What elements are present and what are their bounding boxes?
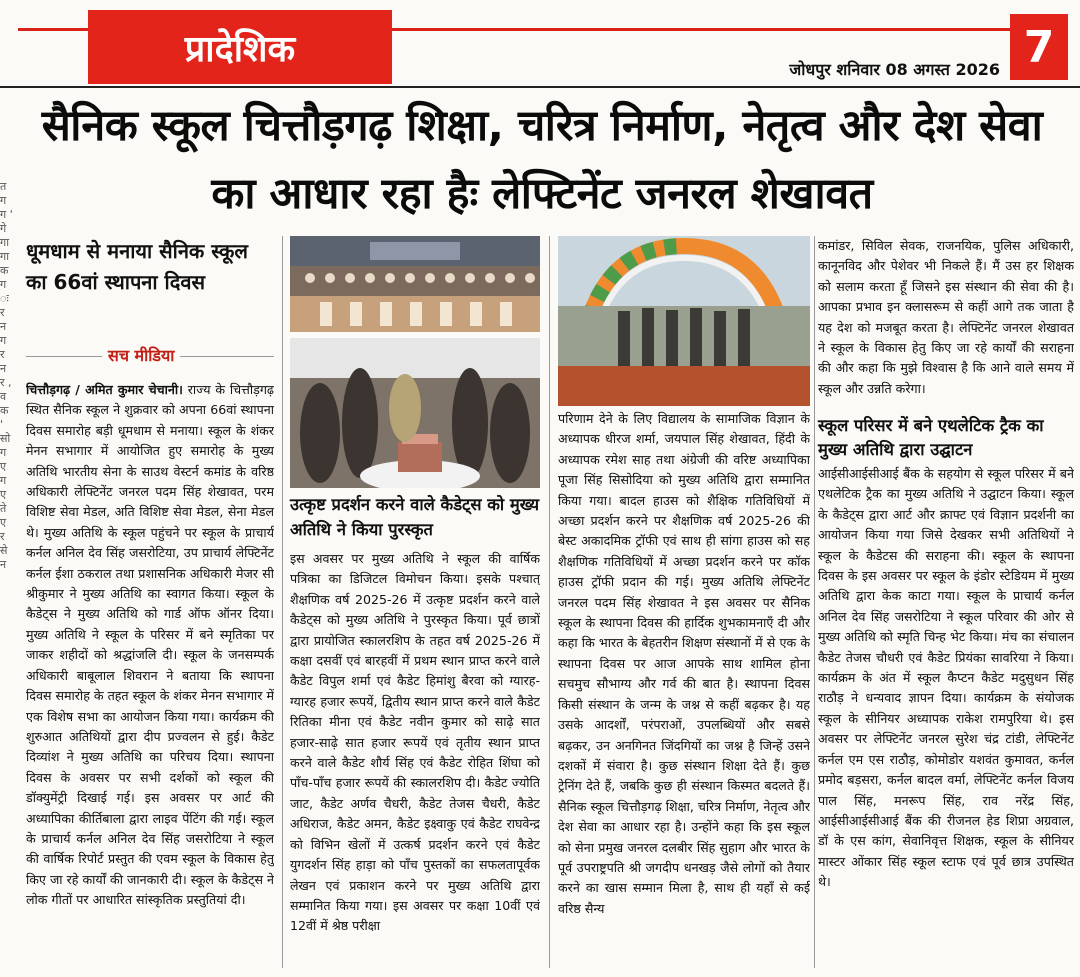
photo-track-inauguration bbox=[558, 236, 810, 406]
column-divider bbox=[814, 236, 815, 968]
photo-assembly-hall-graphic bbox=[290, 236, 540, 332]
photo-track-inauguration-graphic bbox=[558, 236, 810, 406]
main-headline: सैनिक स्कूल चित्तौड़गढ़ शिक्षा, चरित्र निर्माण, नेतृत्व और देश सेवा का आधार रहा हैः लेफ्टिनेंट जनरल शेखावत bbox=[41, 101, 1043, 219]
column-divider bbox=[549, 236, 550, 968]
dateline: चित्तौड़गढ़ / अमित कुमार चेचानी। bbox=[26, 382, 183, 397]
article-column-4-top: कमांडर, सिविल सेवक, राजनयिक, पुलिस अधिकारी, कानूनविद और पेशेवर भी निकले हैं। मैं उस हर शिक्षक को सलाम करता हूँ जिसने इस संस्थान की सेवा की है। आपका प्रभाव इन क्लासरूम से कहीं आगे तक जाता है यह देश को मजबूत करता है। लेफ्टिनेंट जनरल शेखावत ने स्कूल के विकास हेतु किए जा रहे कार्यों की सराहना की और कहा कि मुझे विश्वास है कि आने वाले समय में स्कूल और उन्नति करेगा। bbox=[818, 238, 1074, 396]
byline-text: सच मीडिया bbox=[102, 344, 180, 366]
photo-assembly-hall bbox=[290, 236, 540, 332]
column-1-text: राज्य के चित्तौड़गढ़ स्थित सैनिक स्कूल ने शुक्रवार को अपना 66वां स्थापना दिवस समारोह बड़ी धूमधाम से मनाया। स्कूल के शंकर मेनन सभागार में आयोजित हुए समारोह के मुख्य अतिथि भारतीय सेना के साउथ वेस्टर्न कमांड के वरिष्ठ अधिकारी लेफ्टिनेंट जनरल पदम सिंह शेखावत, परम विशिष्ट सेवा मेडल, अति विशिष्ट सेवा मेडल, सेना मेडल थे। मुख्य अतिथि के स्कूल पहुंचने पर स्कूल के प्राचार्य कर्नल अनिल देव सिंह जसरोटिया, उप प्राचार्य लेफ्टिनेंट कर्नल ईशा ठकराल तथा प्रशासनिक अधिकारी मेजर सी श्रीकुमार ने मुख्य अतिथि का स्वागत किया। स्कूल के कैडेट्स ने मुख्य अतिथि को गार्ड ऑफ ऑनर दिया। मुख्य अतिथि ने स्कूल के परिसर में बने स्मृतिका पर जाकर शहीदों को श्रद्धांजलि दी। स्कूल के जनसम्पर्क अधिकारी बाबूलाल शिवरान ने बताया कि स्थापना दिवस समारोह के तहत स्कूल के शंकर मेनन सभागार में एक विशेष सभा का आयोजन किया गया। कार्यक्रम की शुरुआत अतिथियों द्वारा दीप प्रज्वलन से हुई। कैडेट दिव्यांश ने मुख्य अतिथि का परिचय दिया। स्थापना दिवस के अवसर पर सभी दर्शकों को स्कूल की डॉक्युमेंट्री दिखाई गई। इस अवसर पर आर्ट की अध्यापिका कीर्तिबाला द्वारा लाइव पेंटिंग की गई। स्कूल के प्राचार्य कर्नल अनिल देव सिंह जसरोटिया ने स्कूल की वार्षिक रिपोर्ट प्रस्तुत की एवम स्कूल के विकास हेतु किए जा रहे कार्यों की जानकारी दी। स्कूल के कैडेट्स ने लोक गीतों पर आधारित सांस्कृतिक प्रस्तुतियां दी। bbox=[26, 382, 274, 908]
masthead-rule bbox=[0, 86, 1080, 88]
article-column-4-bottom: आईसीआईसीआई बैंक के सहयोग से स्कूल परिसर में बने एथलेटिक ट्रैक का मुख्य अतिथि ने उद्घाटन किया। स्कूल के कैडेट्स द्वारा आर्ट और क्राफ्ट एवं विज्ञान प्रदर्शनी का आयोजन किया गया जिसे देखकर सभी अतिथियों ने स्कूल के कैडेटस की सराहना की। स्कूल के स्थापना दिवस के इस अवसर पर स्कूल के इंडोर स्टेडियम में मुख्य अतिथि द्वारा केक काटा गया। स्कूल के प्राचार्य कर्नल अनिल देव सिंह जसरोटिया ने स्कूल परिवार की ओर से मुख्य अतिथि को स्मृति चिन्ह भेट किया। मंच का संचालन कैडेट तेजस चौधरी एवं कैडेट प्रियंका सावरिया ने किया। कार्यक्रम के अंत में स्कूल कैप्टन कैडेट मदुसुधन सिंह राठौड़ ने धन्यवाद ज्ञापन दिया। कार्यक्रम के संयोजक स्कूल के सीनियर अध्यापक राकेश रामपुरिया थे। इस अवसर पर लेफ्टिनेंट जनरल सुरेश चंद्र टांडी, लेफ्टिनेंट कर्नल एम एस राठौड़, कोमोडोर यशवंत कुमावत, कर्नल प्रमोद बड़सरा, कर्नल बादल वर्मा, लेफ्टिनेंट कर्नल विजय पाल सिंह, मनरूप सिंह, राव नरेंद्र सिंह, आईसीआईसीआई बैंक की रीजनल हेड शिप्रा अग्रवाल, डॉ के एस कांग, सेवानिवृत्त शिक्षक, स्कूल के सीनियर मास्टर ओंकार सिंह स्कूल स्टाफ एवं पूर्व छात्र उपस्थित थे। bbox=[818, 466, 1074, 890]
photo-cake-cutting bbox=[290, 338, 540, 488]
photo-cake-cutting-graphic bbox=[290, 338, 540, 488]
sub-headline-1: धूमधाम से मनाया सैनिक स्कूल का 66वां स्थापना दिवस bbox=[26, 239, 248, 294]
article-column-3: परिणाम देने के लिए विद्यालय के सामाजिक विज्ञान के अध्यापक धीरज शर्मा, जयपाल सिंह शेखावत, हिंदी के अध्यापक रमेश साह तथा अंग्रेजी की वरिष्ट अध्यापिका पूजा सिंह सिसोदिया को मुख्य अतिथि द्वारा सम्मानित किया गया। बादल हाउस को शैक्षिक गतिविधियों में अच्छा प्रदर्शन करने पर शैक्षणिक वर्ष 2025-26 की बेस्ट अकादमिक ट्रॉफी एवं साथ ही सांगा हाउस को सह शैक्षणिक गतिविधियों में अच्छा प्रदर्शन करने पर कॉक हाउस ट्रॉफी प्रदान की गई। मुख्य अतिथि लेफ्टिनेंट जनरल पदम सिंह शेखावत ने इस अवसर पर सैनिक स्कूल के स्थापना दिवस की हार्दिक शुभकामनाएँ दी और कहा कि भारत के बेहतरीन शिक्षण संस्थानों में से एक के स्थापना दिवस पर आज आपके साथ शामिल होना सचमुच सौभाग्य और गर्व की बात है। स्थापना दिवस किसी संस्थान के जन्म के जश्न से कहीं बढ़कर है। यह उसके आदर्शों, परंपराओं, उपलब्धियों और सबसे बढ़कर, उन अनगिनत जिंदगियों का जश्न है जिन्हें उसने दशकों में संवारा है। कुछ संस्थान शिक्षा देते हैं। कुछ ट्रेनिंग देते हैं, जबकि कुछ ही संस्थान किस्मत बदलते हैं। सैनिक स्कूल चित्तौड़गढ़ शिक्षा, चरित्र निर्माण, नेतृत्व और देश सेवा का आधार रहा है। उन्होंने कहा कि इस स्कूल को सेना प्रमुख जनरल दलबीर सिंह सुहाग और भारत के पूर्व उपराष्ट्रपति श्री जगदीप धनखड़ जैसे लोगों को तैयार करने का खास सम्मान मिला है, साथ ही यहाँ से कई वरिष्ठ सैन्य bbox=[558, 411, 810, 916]
sub-headline-2: उत्कृष्ट प्रदर्शन करने वाले कैडेट्स को मुख्य अतिथि ने किया पुरस्कृत bbox=[290, 495, 540, 539]
sub-headline-3: स्कूल परिसर में बने एथलेटिक ट्रैक का मुख्य अतिथि द्वारा उद्घाटन bbox=[818, 416, 1044, 459]
article-column-1 bbox=[26, 380, 274, 970]
article-column-2: इस अवसर पर मुख्य अतिथि ने स्कूल की वार्षिक पत्रिका का डिजिटल विमोचन किया। इसके पश्चात् शैक्षणिक वर्ष 2025-26 में उत्कृष्ट प्रदर्शन करने वाले कैडेट्स को मुख्य अतिथि ने पुरस्कृत किया। पूर्व छात्रों द्वारा प्रायोजित स्कालरशिप के तहत वर्ष 2025-26 में कक्षा दसवीं एवं बारहवीं में प्रथम स्थान प्राप्त करने वाले कैडेट विपुल शर्मा एवं कैडेट हिमांशु बैरवा को ग्यारह-ग्यारह हजार रूपयें, द्वितीय स्थान प्राप्त करने वाले कैडेट रितिका मीना एवं कैडेट नवीन कुमार को साढ़े सात हजार-साढ़े सात हजार रूपयें एवं तृतीय स्थान प्राप्त करने वाले कैडेट शौर्य सिंह एवं कैडेट रोहित शिंघा को पाँच-पाँच हजार रूपयें की स्कालरशिप दी। कैडेट ज्योति जाट, कैडेट अर्णव चैधरी, कैडेट तेजस चैधरी, कैडेट अधिराज, कैडेट अमन, कैडेट इक्ष्वाकु एवं कैडेट राघवेन्द्र को विभिन खेलों में उत्कर्ष प्रदर्शन करने एवं कैडेट युगदर्शन सिंह हाड़ा को पाँच पुस्तकों का सफलतापूर्वक लेखन एवं प्रकाशन करने पर मुख्य अतिथि द्वारा सम्मानित किया गया। इस अवसर पर कक्षा 10वीं एवं 12वीं में श्रेष्ठ परीक्षा bbox=[290, 551, 540, 934]
page-number: 7 bbox=[1010, 14, 1068, 80]
date-line: जोधपुर शनिवार 08 अगस्त 2026 bbox=[789, 60, 1000, 79]
adjacent-page-edge: त ग ग ' गे गा गा क ग ः र न ग र न र , व क ' सो ग ए ग ए ते ए र से न bbox=[0, 180, 13, 571]
section-label: प्रादेशिक bbox=[88, 10, 392, 84]
column-divider bbox=[282, 236, 283, 968]
byline bbox=[26, 344, 274, 370]
